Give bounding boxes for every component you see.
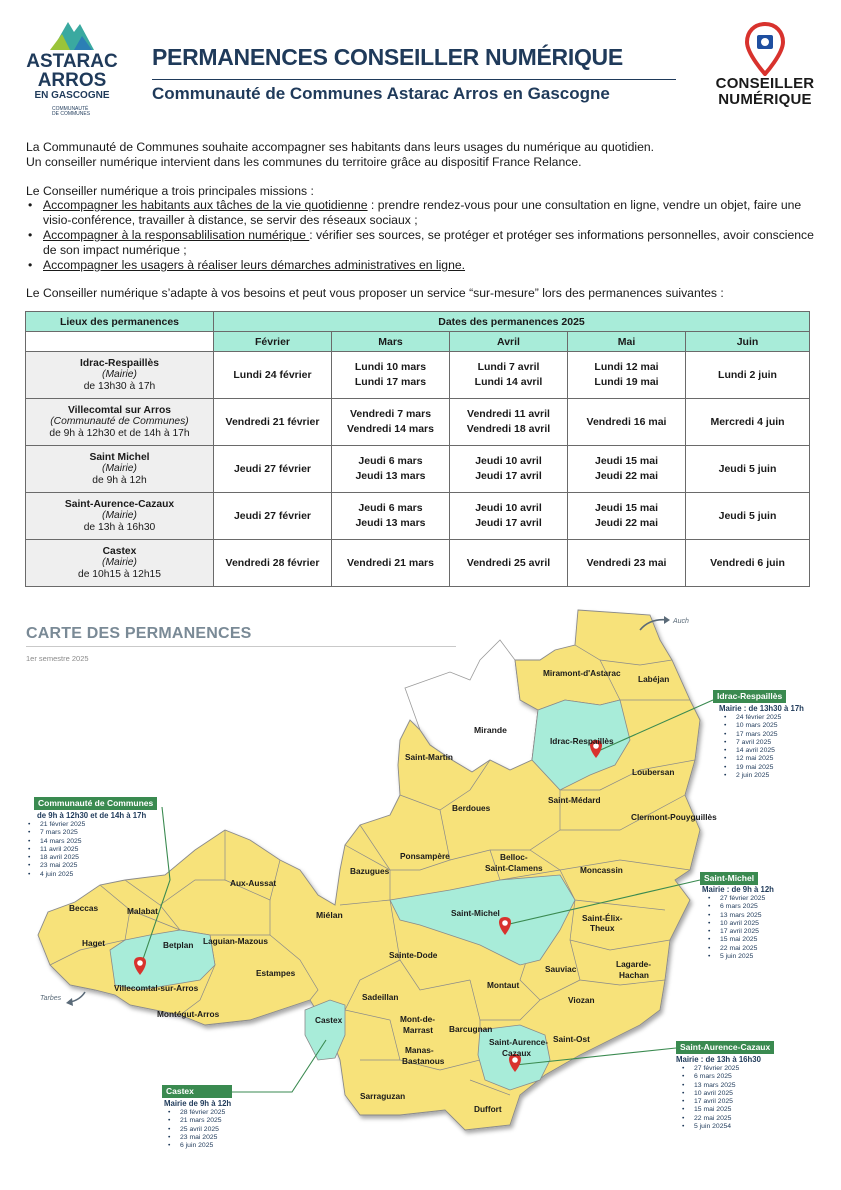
- mission-item: [26, 198, 826, 228]
- date: Jeudi 15 mai: [594, 502, 659, 514]
- callout-date: • 17 avril 2025: [706, 928, 765, 936]
- logo-line-astarac: ASTARAC: [26, 51, 118, 72]
- date-cell: [686, 493, 810, 540]
- logo-right-line1: CONSEILLER: [715, 75, 815, 92]
- arrow-auch-head: [664, 616, 670, 624]
- month-header: Mars: [332, 332, 450, 352]
- date-cell: [332, 446, 450, 493]
- missions-list: [26, 198, 826, 273]
- callout-date: • 23 mai 2025: [166, 1134, 225, 1142]
- date: Lundi 2 juin: [718, 368, 777, 381]
- commune-label: Beccas: [69, 903, 99, 913]
- date-cell: [450, 352, 568, 399]
- date: Jeudi 17 avril: [475, 517, 542, 529]
- place-hours: de 9h à 12h30 et de 14h à 17h: [49, 427, 190, 439]
- callout-date: • 15 mai 2025: [680, 1106, 739, 1114]
- date: Jeudi 5 juin: [718, 462, 777, 475]
- mission-lead: Accompagner à la responsablilisation numérique: [43, 228, 310, 242]
- commune-label: Mont-de-: [400, 1014, 436, 1024]
- commune-label: Sarraguzan: [360, 1091, 406, 1101]
- callout-hours-villecomtal: de 9h à 12h30 et de 14h à 17h: [37, 811, 147, 820]
- place-venue: (Mairie): [102, 557, 137, 569]
- callout-date: • 27 février 2025: [680, 1065, 739, 1073]
- missions-title: Le Conseiller numérique a trois principales missions :: [26, 184, 314, 198]
- commune-label: Manas-: [405, 1045, 434, 1055]
- blank-cell: [26, 332, 214, 352]
- logo-line-arros: ARROS: [37, 70, 107, 91]
- label-mielan: Miélan: [316, 910, 343, 920]
- place-venue: (Mairie): [102, 369, 137, 381]
- mission-item: [26, 228, 826, 258]
- commune-label: Castex: [315, 1015, 343, 1025]
- date: Jeudi 13 mars: [355, 517, 426, 529]
- commune-label: Berdoues: [452, 803, 491, 813]
- callout-tag-villecomtal: Communauté de Communes: [34, 797, 157, 810]
- place-venue: (Communauté de Communes): [50, 416, 189, 428]
- date-cell: [332, 493, 450, 540]
- callout-date: • 13 mars 2025: [706, 912, 765, 920]
- commune-label: Duffort: [474, 1104, 502, 1114]
- adapt-text: Le Conseiller numérique s’adapte à vos besoins et peut vous proposer un service “sur-mesure” lors des permanences suivantes :: [26, 286, 724, 300]
- commune-label: Clermont-Pouyguillès: [631, 812, 717, 822]
- callout-date: • 28 février 2025: [166, 1109, 225, 1117]
- callout-date: • 19 mai 2025: [722, 764, 781, 772]
- place-name: Villecomtal sur Arros: [67, 404, 171, 416]
- commune-label: Saint-Médard: [548, 795, 601, 805]
- callout-date: • 23 mai 2025: [26, 862, 85, 870]
- date-cell: [686, 446, 810, 493]
- date-cell: [214, 399, 332, 446]
- date-cell: [214, 540, 332, 587]
- date: Mercredi 4 juin: [710, 415, 785, 428]
- map-pin-icon: [745, 22, 785, 76]
- commune-label: Estampes: [256, 968, 296, 978]
- date: Jeudi 27 février: [233, 509, 312, 522]
- callout-tag-castex: Castex: [162, 1085, 232, 1098]
- date: Jeudi 22 mai: [594, 517, 659, 529]
- date-cell: [568, 493, 686, 540]
- callout-hours-idrac: Mairie : de 13h30 à 17h: [719, 704, 804, 713]
- arrow-tarbes-head: [66, 998, 73, 1006]
- date: Lundi 14 avril: [474, 376, 543, 388]
- place-venue: (Mairie): [102, 463, 137, 475]
- date-cell: [568, 352, 686, 399]
- callout-hours-castex: Mairie de 9h à 12h: [164, 1099, 232, 1108]
- commune-label: Bastanous: [402, 1056, 445, 1066]
- commune-label: Montégut-Arros: [157, 1009, 220, 1019]
- date: Jeudi 13 mars: [355, 470, 426, 482]
- logo-right-line2: NUMÉRIQUE: [718, 91, 812, 108]
- commune-label: Bazugues: [350, 866, 390, 876]
- label-auch: Auch: [673, 618, 689, 625]
- callout-date: • 17 avril 2025: [680, 1098, 739, 1106]
- callout-dates-idrac: [722, 714, 781, 780]
- header-places: Lieux des permanences: [26, 312, 214, 332]
- callout-date: • 10 avril 2025: [680, 1090, 739, 1098]
- place-name: Idrac-Respaillès: [80, 357, 159, 369]
- callout-date: • 11 avril 2025: [26, 846, 85, 854]
- place-name: Saint Michel: [89, 451, 150, 463]
- callout-hours-saint-aurence: Mairie : de 13h à 16h30: [676, 1055, 761, 1064]
- callout-date: • 7 mars 2025: [26, 829, 85, 837]
- date: Vendredi 11 avril: [467, 408, 550, 420]
- place-cell: [26, 540, 214, 587]
- date: Vendredi 7 mars: [349, 408, 432, 420]
- commune-label: Idrac-Respaillès: [550, 736, 614, 746]
- callout-dates-castex: [166, 1109, 225, 1150]
- callout-date: • 14 avril 2025: [722, 747, 781, 755]
- date-cell: [568, 540, 686, 587]
- table-row: [26, 540, 810, 587]
- callout-date: • 24 février 2025: [722, 714, 781, 722]
- intro-paragraph-1: La Communauté de Communes souhaite accompagner ses habitants dans leurs usages du numérique au quotidien.: [26, 140, 655, 154]
- header-dates: Dates des permanences 2025: [214, 312, 810, 332]
- callout-date: • 22 mai 2025: [706, 945, 765, 953]
- mountains-icon: [22, 18, 122, 52]
- place-cell: [26, 446, 214, 493]
- date: Vendredi 23 mai: [586, 556, 667, 569]
- commune-label: Villecomtal-sur-Arros: [114, 983, 199, 993]
- callout-date: • 18 avril 2025: [26, 854, 85, 862]
- callout-date: • 21 mars 2025: [166, 1117, 225, 1125]
- mission-item: [26, 258, 826, 273]
- date-cell: [686, 540, 810, 587]
- schedule-table: [25, 311, 810, 587]
- commune-label: Cazaux: [502, 1048, 532, 1058]
- date-cell: [214, 493, 332, 540]
- date-cell: [686, 399, 810, 446]
- callout-date: • 4 juin 2025: [26, 871, 85, 879]
- mission-text: : prendre rendez-vous pour une consultation en ligne, vendre un objet, faire une visio-conférence, travailler à distance, se servir des réseaux sociaux ;: [43, 198, 802, 227]
- place-venue: (Mairie): [102, 510, 137, 522]
- date: Jeudi 17 avril: [475, 470, 542, 482]
- date: Vendredi 18 avril: [466, 423, 551, 435]
- page-title: PERMANENCES CONSEILLER NUMÉRIQUE: [152, 44, 623, 70]
- place-hours: de 10h15 à 12h15: [77, 568, 162, 580]
- callout-date: • 5 juin 20254: [680, 1123, 739, 1131]
- date: Vendredi 28 février: [225, 556, 320, 569]
- date-cell: [214, 352, 332, 399]
- callout-date: • 15 mai 2025: [706, 936, 765, 944]
- commune-label: Lagarde-: [616, 959, 652, 969]
- callout-tag-saint-michel: Saint-Michel: [700, 872, 758, 885]
- date: Vendredi 6 juin: [710, 556, 785, 569]
- commune-label: Belloc-: [500, 852, 528, 862]
- callout-dates-villecomtal: [26, 821, 85, 879]
- date: Lundi 24 février: [233, 368, 312, 381]
- mission-lead: Accompagner les habitants aux tâches de la vie quotidienne: [43, 198, 368, 212]
- callout-tag-idrac: Idrac-Respaillès: [713, 690, 786, 703]
- callout-date: • 13 mars 2025: [680, 1082, 739, 1090]
- label-tarbes: Tarbes: [40, 995, 62, 1002]
- date: Jeudi 6 mars: [358, 502, 423, 514]
- date-cell: [450, 399, 568, 446]
- page-subtitle: Communauté de Communes Astarac Arros en Gascogne: [152, 84, 610, 103]
- commune-label: Saint-Martin: [405, 752, 453, 762]
- commune-label: Miramont-d'Astarac: [543, 668, 621, 678]
- commune-label: Ponsampère: [400, 851, 450, 861]
- date: Jeudi 10 avril: [475, 502, 542, 514]
- logo-line-communaute: COMMUNAUTÉ: [52, 106, 89, 112]
- date-cell: [450, 540, 568, 587]
- commune-label: Hachan: [619, 970, 649, 980]
- place-name: Saint-Aurence-Cazaux: [64, 498, 175, 510]
- date: Lundi 12 mai: [594, 361, 659, 373]
- month-header: Février: [214, 332, 332, 352]
- commune-label: Aux-Aussat: [230, 878, 277, 888]
- commune-label: Saint-Michel: [451, 908, 500, 918]
- commune-label: Saint-Élix-: [582, 913, 623, 923]
- commune-label: Labéjan: [638, 674, 670, 684]
- callout-date: • 6 mars 2025: [706, 903, 765, 911]
- conseiller-numerique-logo: [710, 22, 820, 117]
- date: Vendredi 21 mars: [347, 556, 434, 569]
- date-cell: [686, 352, 810, 399]
- callout-date: • 5 juin 2025: [706, 953, 765, 961]
- callout-date: • 12 mai 2025: [722, 755, 781, 763]
- commune-label: Betplan: [163, 940, 194, 950]
- commune-label: Haget: [82, 938, 106, 948]
- commune-label: Saint-Ost: [553, 1034, 590, 1044]
- commune-label: Barcugnan: [449, 1024, 493, 1034]
- place-cell: [26, 493, 214, 540]
- commune-label: Sauviac: [545, 964, 577, 974]
- date: Jeudi 27 février: [233, 462, 312, 475]
- table-row: [26, 399, 810, 446]
- astarac-logo: [22, 18, 122, 128]
- callout-date: • 2 juin 2025: [722, 772, 781, 780]
- date: Jeudi 5 juin: [718, 509, 777, 522]
- callout-date: • 6 mars 2025: [680, 1073, 739, 1081]
- date: Vendredi 16 mai: [586, 415, 667, 428]
- callout-dates-saint-michel: [706, 895, 765, 961]
- table-row: [26, 493, 810, 540]
- commune-label: Laguian-Mazous: [203, 936, 268, 946]
- date-cell: [568, 446, 686, 493]
- place-hours: de 9h à 12h: [92, 474, 147, 486]
- mission-text: : vérifier ses sources, se protéger et protéger ses informations personnelles, avoir conscience de son impact numérique ;: [43, 228, 814, 257]
- date-cell: [332, 540, 450, 587]
- label-mirande: Mirande: [474, 725, 507, 735]
- callout-hours-saint-michel: Mairie : de 9h à 12h: [702, 885, 774, 894]
- commune-label: Sainte-Dode: [389, 950, 438, 960]
- callout-date: • 25 avril 2025: [166, 1126, 225, 1134]
- callout-tag-saint-aurence: Saint-Aurence-Cazaux: [676, 1041, 774, 1054]
- date: Jeudi 15 mai: [594, 455, 659, 467]
- callout-date: • 10 mars 2025: [722, 722, 781, 730]
- date: Jeudi 6 mars: [358, 455, 423, 467]
- date-cell: [450, 493, 568, 540]
- callout-date: • 14 mars 2025: [26, 838, 85, 846]
- commune-label: Moncassin: [580, 865, 623, 875]
- place-hours: de 13h30 à 17h: [83, 380, 156, 392]
- month-header: Avril: [450, 332, 568, 352]
- logo-line-communes: DE COMMUNES: [52, 111, 91, 117]
- map-subtitle: 1er semestre 2025: [26, 654, 89, 663]
- commune-label: Malabat: [127, 906, 158, 916]
- date: Lundi 19 mai: [594, 376, 659, 388]
- date-cell: [214, 446, 332, 493]
- date: Jeudi 10 avril: [475, 455, 542, 467]
- commune-label: Loubersan: [632, 767, 675, 777]
- place-cell: [26, 399, 214, 446]
- place-cell: [26, 352, 214, 399]
- date: Vendredi 21 février: [225, 415, 320, 428]
- date-cell: [332, 399, 450, 446]
- place-hours: de 13h à 16h30: [83, 521, 156, 533]
- date: Lundi 7 avril: [477, 361, 540, 373]
- intro-paragraph-2: Un conseiller numérique intervient dans les communes du territoire grâce au dispositif France Relance.: [26, 155, 582, 169]
- date: Lundi 17 mars: [354, 376, 427, 388]
- commune-label: Sadeillan: [362, 992, 399, 1002]
- date: Vendredi 25 avril: [466, 556, 551, 569]
- commune-label: Saint-Clamens: [485, 863, 543, 873]
- commune-label: Marrast: [403, 1025, 433, 1035]
- date: Lundi 10 mars: [354, 361, 427, 373]
- callout-date: • 10 avril 2025: [706, 920, 765, 928]
- callout-date: • 27 février 2025: [706, 895, 765, 903]
- table-row: [26, 446, 810, 493]
- callout-date: • 6 juin 2025: [166, 1142, 225, 1150]
- callout-date: • 22 mai 2025: [680, 1115, 739, 1123]
- month-header: Mai: [568, 332, 686, 352]
- logo-line-gascogne: EN GASCOGNE: [34, 90, 110, 101]
- callout-date: • 7 avril 2025: [722, 739, 781, 747]
- commune-label: Montaut: [487, 980, 520, 990]
- date: Jeudi 22 mai: [594, 470, 659, 482]
- mission-lead: Accompagner les usagers à réaliser leurs démarches administratives en ligne.: [43, 258, 466, 272]
- commune-label: Theux: [590, 923, 615, 933]
- callout-dates-saint-aurence: [680, 1065, 739, 1131]
- callout-date: • 21 février 2025: [26, 821, 85, 829]
- commune-label: Saint-Aurence-: [489, 1037, 549, 1047]
- commune-label: Viozan: [568, 995, 595, 1005]
- title-divider: [152, 79, 676, 80]
- date: Vendredi 14 mars: [347, 423, 434, 435]
- table-row: [26, 352, 810, 399]
- intro-text: [26, 140, 826, 170]
- date-cell: [568, 399, 686, 446]
- month-header: Juin: [686, 332, 810, 352]
- place-name: Castex: [102, 545, 137, 557]
- map-title: CARTE DES PERMANENCES: [26, 625, 252, 642]
- date-cell: [450, 446, 568, 493]
- map-title-divider: [26, 646, 456, 647]
- date-cell: [332, 352, 450, 399]
- callout-date: • 17 mars 2025: [722, 731, 781, 739]
